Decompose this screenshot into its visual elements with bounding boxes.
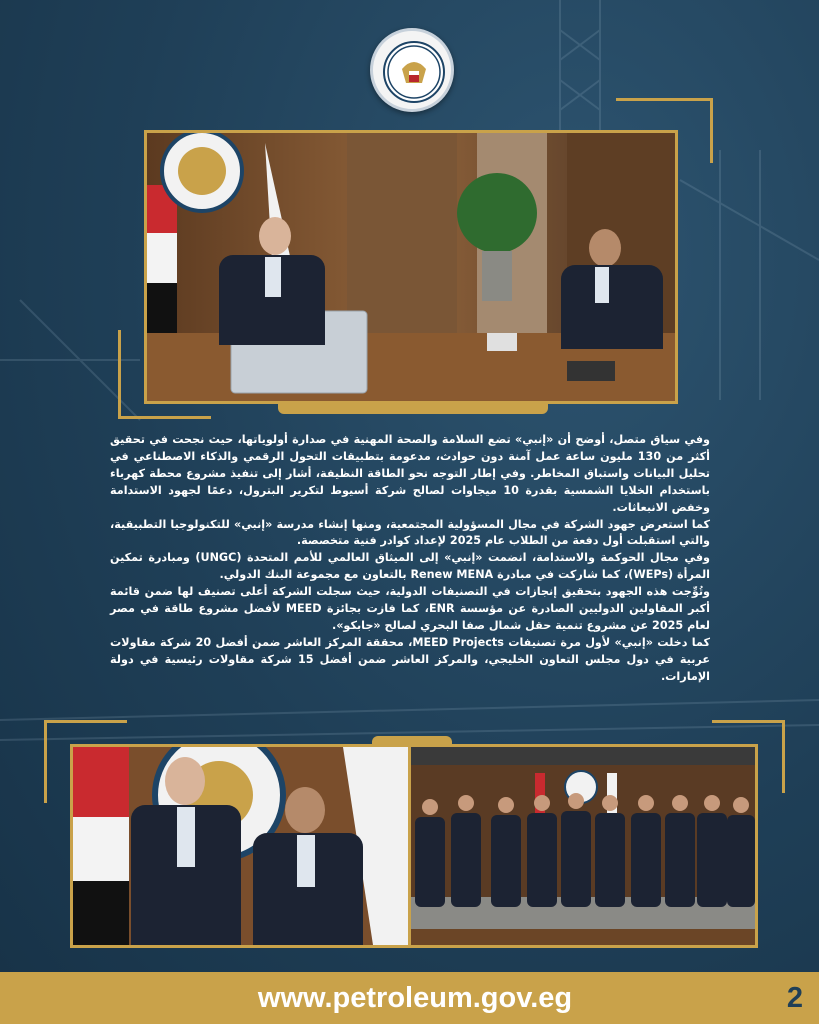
person-right-suit [561, 265, 663, 349]
official-left-shirt [177, 807, 195, 867]
meeting-photo [144, 130, 678, 404]
ministry-logo [370, 28, 454, 112]
article-body [110, 432, 710, 686]
official-right-head [285, 787, 325, 833]
official-right-shirt [297, 835, 315, 887]
handshake-photo [70, 744, 414, 948]
group-photo [408, 744, 758, 948]
page-number: 2 [786, 982, 804, 1014]
paragraph: كما استعرض جهود الشركة في مجال المسؤولية المجتمعية، ومنها إنشاء مدرسة «إنبي» للتكنولوجيا التطبيقية، والتي استقبلت أول دفعة من الطلاب عام 2025 لإعداد كوادر فنية متخصصة. [110, 517, 710, 548]
ministry-emblem-icon [383, 41, 445, 103]
eagle-emblem-icon [385, 43, 443, 101]
paragraph: وفي مجال الحوكمة والاستدامة، انضمت «إنبي» إلى الميثاق العالمي للأمم المتحدة (UNGC) ومبادرة تمكين المرأة (WEPs)، كما شاركت في مبادرة Renew MENA بالتعاون مع مجموعة البنك الدولي. [110, 551, 710, 582]
person-left-head [259, 217, 291, 255]
person-right-head [589, 229, 621, 267]
group-delegation-scene [411, 747, 755, 945]
paragraph: وتُوِّجت هذه الجهود بتحقيق إنجازات في التصنيفات الدولية، حيث سجلت الشركة أعلى تصنيف لها ضمن قائمة أكبر المقاولين الدوليين الصادرة عن مؤسسة ENR، كما فازت بجائزة MEED لأفضل مشروع طاقة في مصر لعام 2025 عن مشروع تنمية حقل شمال صفا البحري لصالح «جابكو». [110, 585, 710, 632]
footer-website-link[interactable]: www.petroleum.gov.eg [257, 982, 573, 1014]
paragraph: وفي سياق متصل، أوضح أن «إنبي» تضع السلامة والصحة المهنية في صدارة أولوياتها، حيث نجحت في تحقيق أكثر من 130 مليون ساعة عمل آمنة دون حوادث، مدعومة بتطبيقات التحول الرقمي والذكاء الاصطناعي في تحليل البيانات واستباق المخاطر. وفي إطار التوجه نحو الطاقة النظيفة، أشار إلى تنفيذ مشروع محطة كهرباء باستخدام الخلايا الشمسية بقدرة 10 ميجاوات لصالح شركة أسيوط لتكرير البترول، دعمًا لجهود الاستدامة وخفض الانبعاثات. [110, 433, 710, 514]
paragraph: كما دخلت «إنبي» لأول مرة تصنيفات MEED Projects، محققة المركز العاشر ضمن أفضل 20 شركة مقاولات عربية في دول مجلس التعاون الخليجي، والمركز العاشر ضمن أفضل 15 شركة مقاولات رئيسية في دولة الإمارات. [110, 635, 711, 683]
person-right-shirt [595, 267, 609, 303]
person-left-shirt [265, 257, 281, 297]
official-left-head [165, 757, 205, 805]
